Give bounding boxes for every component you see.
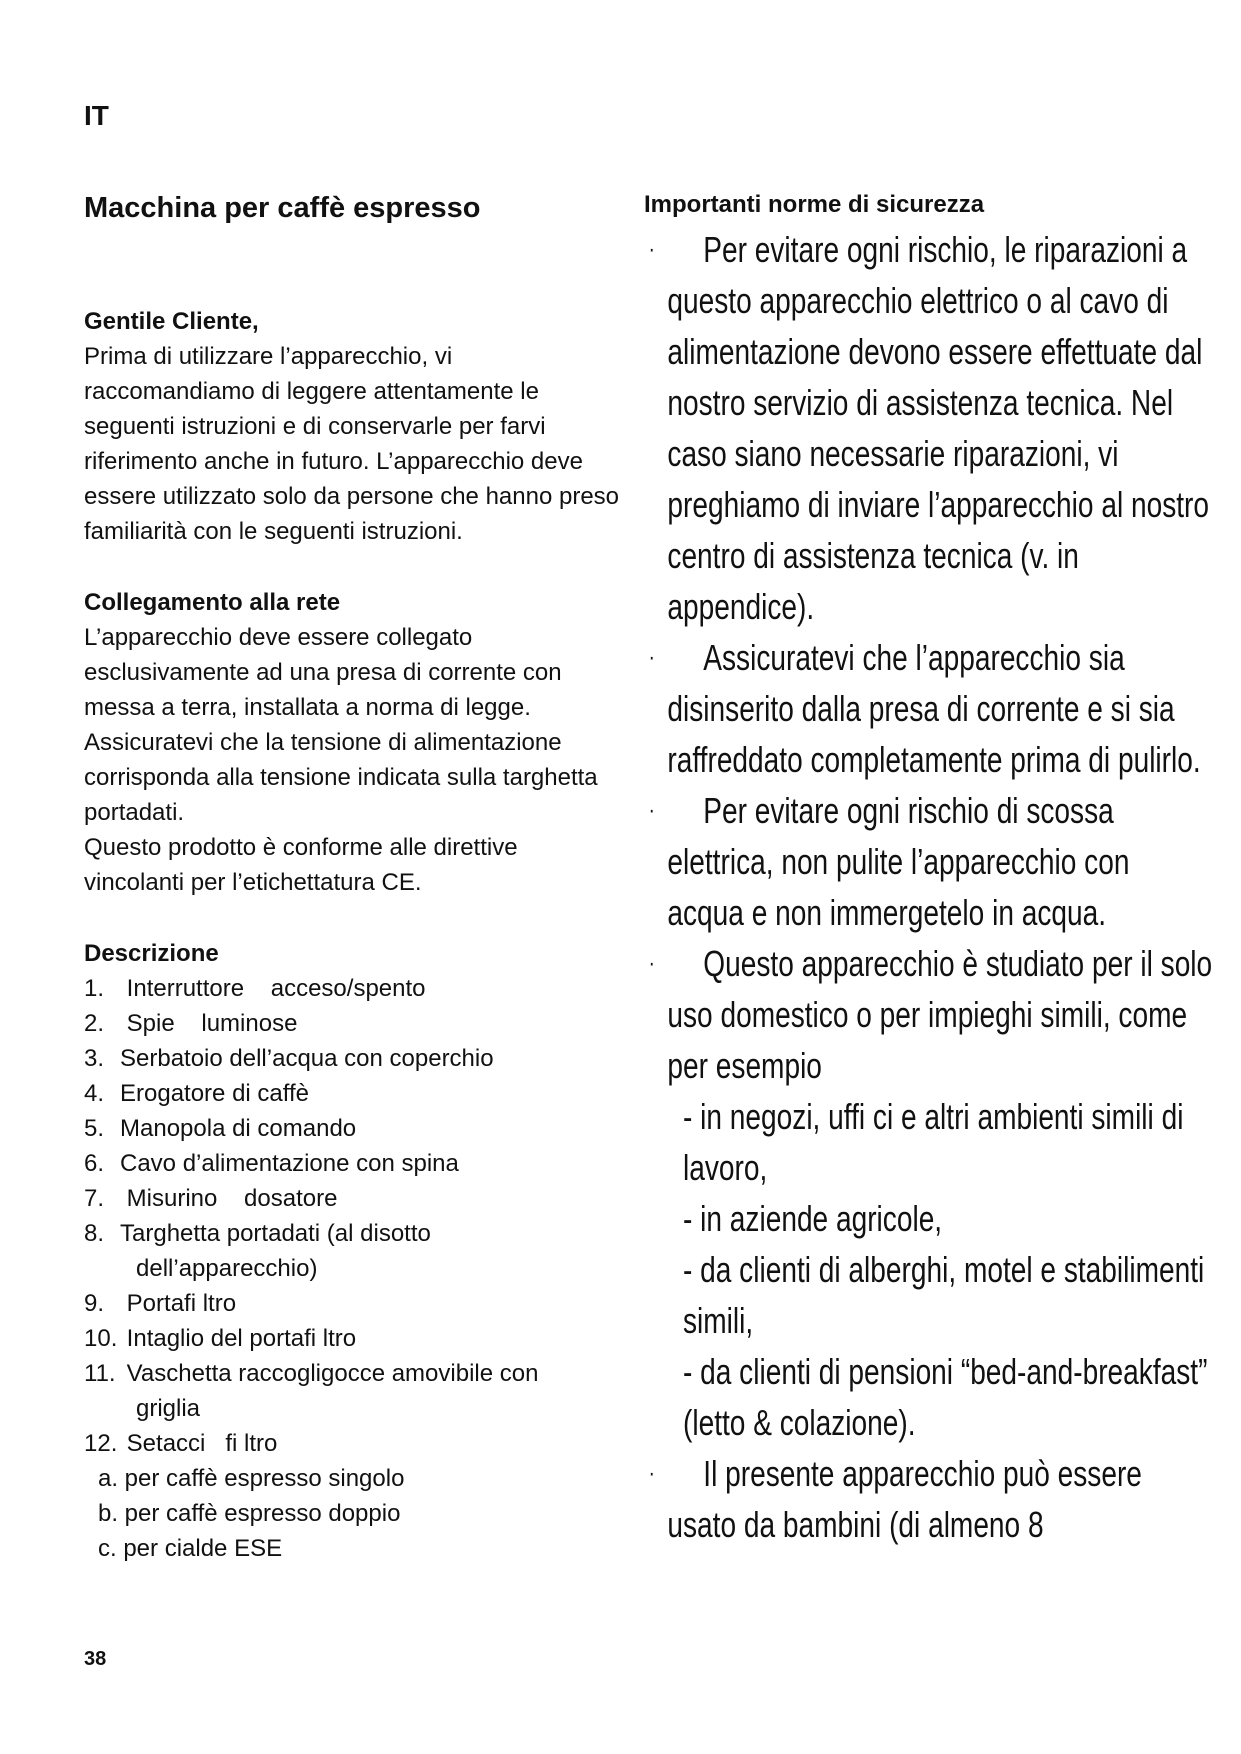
- usage-sublist: [667, 1091, 1213, 1448]
- right-column: [644, 190, 1213, 1550]
- connection-text: L’apparecchio deve essere collegato esclusivamente ad una presa di corrente con messa a terra, installata a norma di legge. Assicuratevi che la tensione di alimentazione corrisponda alla tensione indicata sulla targhetta portadati.: [84, 624, 598, 826]
- page-number: 38: [84, 1648, 107, 1670]
- list-item: - da clienti di alberghi, motel e stabilimenti simili,: [683, 1249, 1205, 1341]
- list-item: 11. Vaschetta raccogligocce amovibile con: [84, 1360, 539, 1387]
- page-title: Macchina per caffè espresso: [84, 192, 481, 224]
- list-item: 4. Erogatore di caffè: [84, 1080, 310, 1107]
- list-item: - da clienti di pensioni “bed-and-breakfast” (letto & colazione).: [683, 1351, 1208, 1443]
- list-item: 7. Misurino dosatore: [84, 1185, 338, 1212]
- list-item: · Questo apparecchio è studiato per il solo uso domestico o per impieghi simili, come per esempio - in negozi, uffi ci e altri ambienti simili di lavoro, - in aziende agricole, - da clienti di alberghi, motel e stabilimenti simili, - da clienti di pensioni “bed-and-breakfast” (letto & colazione).: [644, 938, 1213, 1448]
- list-item: · Per evitare ogni rischio, le riparazioni a questo apparecchio elettrico o al cavo di alimentazione devono essere effettuate dal nostro servizio di assistenza tecnica. Nel caso siano necessarie riparazioni, vi preghiamo di inviare l’apparecchio al nostro centro di assistenza tecnica (v. in appendice).: [648, 229, 1210, 627]
- description-section: [84, 936, 624, 1566]
- ce-text: Questo prodotto è conforme alle direttive vincolanti per l’etichettatura CE.: [84, 834, 518, 896]
- list-item: 8. Targhetta portadati (al disotto: [84, 1220, 431, 1247]
- list-item: · Per evitare ogni rischio di scossa elettrica, non pulite l’apparecchio con acqua e non immergetelo in acqua.: [648, 790, 1130, 933]
- greeting-text: Prima di utilizzare l’apparecchio, vi raccomandiamo di leggere attentamente le seguenti istruzioni e di conservarle per farvi riferimento anche in futuro. L’apparecchio deve essere utilizzato solo da persone che hanno preso familiarità con le seguenti istruzioni.: [84, 343, 620, 545]
- left-column: [84, 190, 624, 1602]
- list-item: 12. Setacci fi ltro: [84, 1430, 278, 1457]
- safety-list: [644, 224, 1213, 1550]
- list-item: 5. Manopola di comando: [84, 1115, 357, 1142]
- list-item: c. per cialde ESE: [98, 1535, 283, 1562]
- connection-section: [84, 585, 624, 900]
- list-item: griglia: [136, 1395, 201, 1422]
- list-item: 1. Interruttore acceso/spento: [84, 975, 426, 1002]
- list-item: dell’apparecchio): [136, 1255, 318, 1282]
- list-item: 10. Intaglio del portafi ltro: [84, 1325, 357, 1352]
- list-item: - in negozi, uffi ci e altri ambienti simili di lavoro,: [683, 1096, 1184, 1188]
- list-item: a. per caffè espresso singolo: [98, 1465, 405, 1492]
- description-heading: Descrizione: [84, 940, 219, 967]
- greeting-heading: Gentile Cliente,: [84, 308, 259, 335]
- description-list: [84, 971, 624, 1566]
- list-item: 9. Portafi ltro: [84, 1290, 237, 1317]
- safety-heading: Importanti norme di sicurezza: [644, 191, 985, 218]
- language-code: IT: [84, 100, 109, 131]
- list-item: 2. Spie luminose: [84, 1010, 298, 1037]
- list-item: · Assicuratevi che l’apparecchio sia disinserito dalla presa di corrente e si sia raffreddato completamente prima di pulirlo.: [648, 637, 1201, 780]
- list-item: · Il presente apparecchio può essere usato da bambini (di almeno 8: [648, 1453, 1142, 1545]
- connection-heading: Collegamento alla rete: [84, 589, 341, 616]
- list-item: 3. Serbatoio dell’acqua con coperchio: [84, 1045, 494, 1072]
- list-item: 6. Cavo d’alimentazione con spina: [84, 1150, 459, 1177]
- greeting-section: [84, 304, 624, 549]
- list-item: - in aziende agricole,: [683, 1198, 943, 1239]
- list-item: b. per caffè espresso doppio: [98, 1500, 401, 1527]
